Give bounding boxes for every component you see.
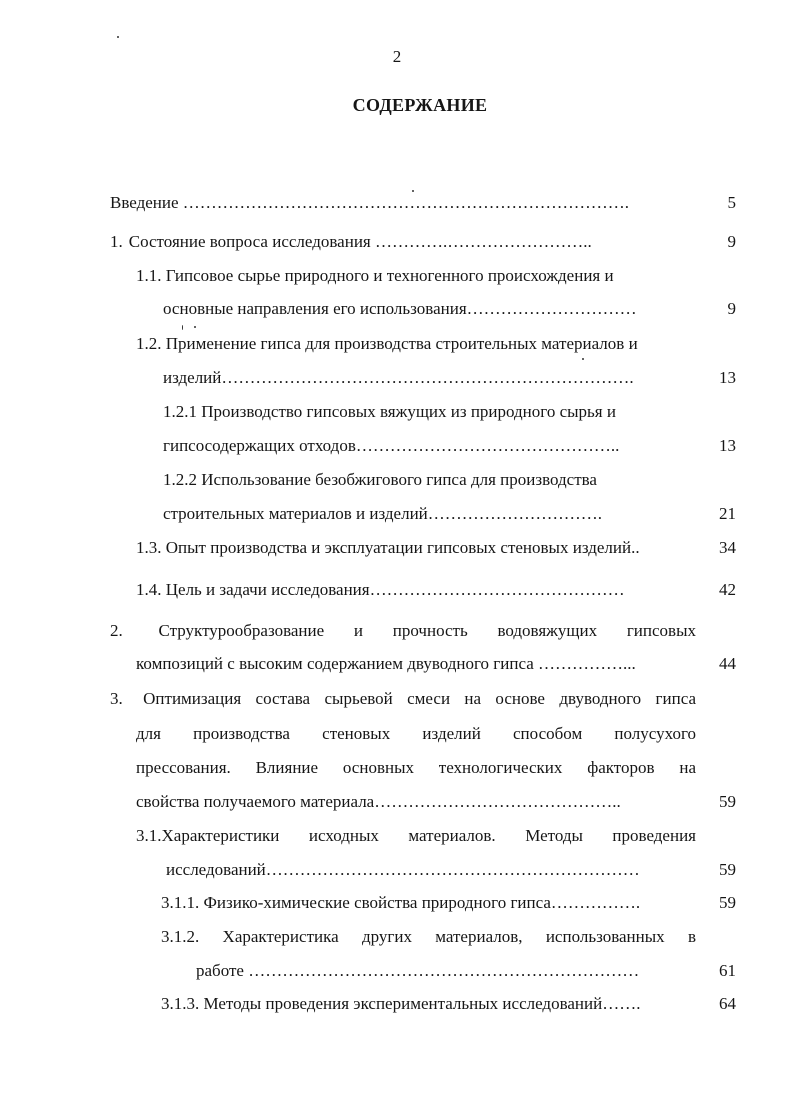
toc-entry-text: Введение ……………………………………………………………………. — [110, 193, 630, 212]
toc-entry-section-1-2-2-cont — [163, 504, 700, 524]
toc-entry-section-1-2-cont — [163, 368, 700, 388]
toc-entry-section-3-1-1 — [161, 893, 700, 913]
toc-entry-section-1-1 — [136, 266, 696, 286]
toc-page-number: 9 — [727, 299, 736, 318]
toc-entry-text: гипсосодержащих отходов……………………………………….. — [163, 436, 620, 455]
toc-entry-chapter-3-cont — [136, 758, 696, 778]
toc-entry-section-1-2-1-cont — [163, 436, 700, 456]
toc-entry-section-1-2-1 — [163, 402, 696, 422]
toc-entry-text: работе …………………………………………………………… — [196, 961, 640, 980]
toc-entry-section-1-3 — [136, 538, 700, 558]
toc-page-number: 44 — [719, 654, 736, 673]
toc-entry-section-3-1 — [136, 826, 696, 846]
toc-entry-text: Структурообразование и прочность водовяжущих гипсовых — [158, 621, 696, 640]
toc-entry-text: 1.4. Цель и задачи исследования……………………………………… — [136, 580, 625, 599]
toc-page-number: 64 — [719, 994, 736, 1013]
toc-entry-text: 3.1.1. Физико-химические свойства природного гипса……………. — [161, 893, 641, 912]
scan-speck — [117, 36, 119, 38]
toc-entry-section-3-1-2 — [161, 927, 696, 947]
toc-chapter-label: 1. — [110, 232, 123, 251]
toc-entry-text: 1.3. Опыт производства и эксплуатации гипсовых стеновых изделий.. — [136, 538, 640, 557]
toc-entry-section-1-2-2 — [163, 470, 696, 490]
scan-speck — [582, 358, 584, 360]
toc-entry-text: изделий………………………………………………………………. — [163, 368, 634, 387]
toc-entry-text: для производства стеновых изделий способом полусухого — [136, 724, 696, 743]
toc-page-number: 34 — [719, 538, 736, 557]
toc-entry-text: 1.1. Гипсовое сырье природного и техногенного происхождения и — [136, 266, 614, 285]
toc-entry-chapter-3-cont — [136, 724, 696, 744]
toc-page-number: 13 — [719, 368, 736, 387]
toc-page-number: 5 — [727, 193, 736, 212]
toc-chapter-label: 2. — [110, 621, 123, 640]
toc-page-number: 61 — [719, 961, 736, 980]
toc-entry-text: Состояние вопроса исследования ………….…………………….. — [128, 232, 592, 251]
toc-page-number: 21 — [719, 504, 736, 523]
toc-entry-text: 3.1.Характеристики исходных материалов. Методы проведения — [136, 826, 696, 845]
toc-page-number: 9 — [727, 232, 736, 251]
toc-entry-introduction — [110, 193, 700, 213]
toc-entry-chapter-2 — [110, 621, 696, 641]
page-number: 2 — [392, 47, 402, 66]
toc-entry-text: строительных материалов и изделий…………………………. — [163, 504, 603, 523]
toc-entry-section-3-1-cont — [166, 860, 700, 880]
toc-entry-text: прессования. Влияние основных технологических факторов на — [136, 758, 696, 777]
toc-entry-text: Оптимизация состава сырьевой смеси на основе двуводного гипса — [143, 689, 697, 708]
toc-entry-text: 3.1.2. Характеристика других материалов, использованных в — [161, 927, 696, 946]
toc-page-number: 42 — [719, 580, 736, 599]
toc-entry-text: 1.2.2 Использование безобжигового гипса для производства — [163, 470, 597, 489]
toc-entry-text: композиций с высоким содержанием двуводного гипса ……………... — [136, 654, 636, 673]
toc-entry-section-1-4 — [136, 580, 700, 600]
scan-speck — [412, 190, 414, 192]
scan-speck — [194, 326, 196, 328]
toc-entry-section-3-1-3 — [161, 994, 700, 1014]
toc-entry-chapter-1 — [110, 232, 700, 252]
toc-entry-chapter-3 — [110, 689, 696, 709]
toc-entry-text: 3.1.3. Методы проведения экспериментальных исследований……. — [161, 994, 641, 1013]
page-title: СОДЕРЖАНИЕ — [352, 95, 488, 115]
scan-speck — [182, 325, 183, 330]
toc-entry-section-3-1-2-cont — [196, 961, 700, 981]
toc-entry-text: основные направления его использования………………………… — [163, 299, 637, 318]
toc-entry-chapter-2-cont — [136, 654, 700, 674]
toc-page-number: 59 — [719, 792, 736, 811]
toc-entry-text: исследований………………………………………………………… — [166, 860, 640, 879]
toc-entry-text: свойства получаемого материала…………………………………….. — [136, 792, 621, 811]
toc-page-number: 59 — [719, 893, 736, 912]
toc-entry-text: 1.2.1 Производство гипсовых вяжущих из природного сырья и — [163, 402, 616, 421]
toc-entry-section-1-2 — [136, 334, 696, 354]
toc-page-number: 59 — [719, 860, 736, 879]
toc-entry-chapter-3-cont — [136, 792, 700, 812]
toc-page-number: 13 — [719, 436, 736, 455]
toc-entry-text: 1.2. Применение гипса для производства строительных материалов и — [136, 334, 638, 353]
toc-entry-section-1-1-cont — [163, 299, 700, 319]
toc-chapter-label: 3. — [110, 689, 123, 708]
